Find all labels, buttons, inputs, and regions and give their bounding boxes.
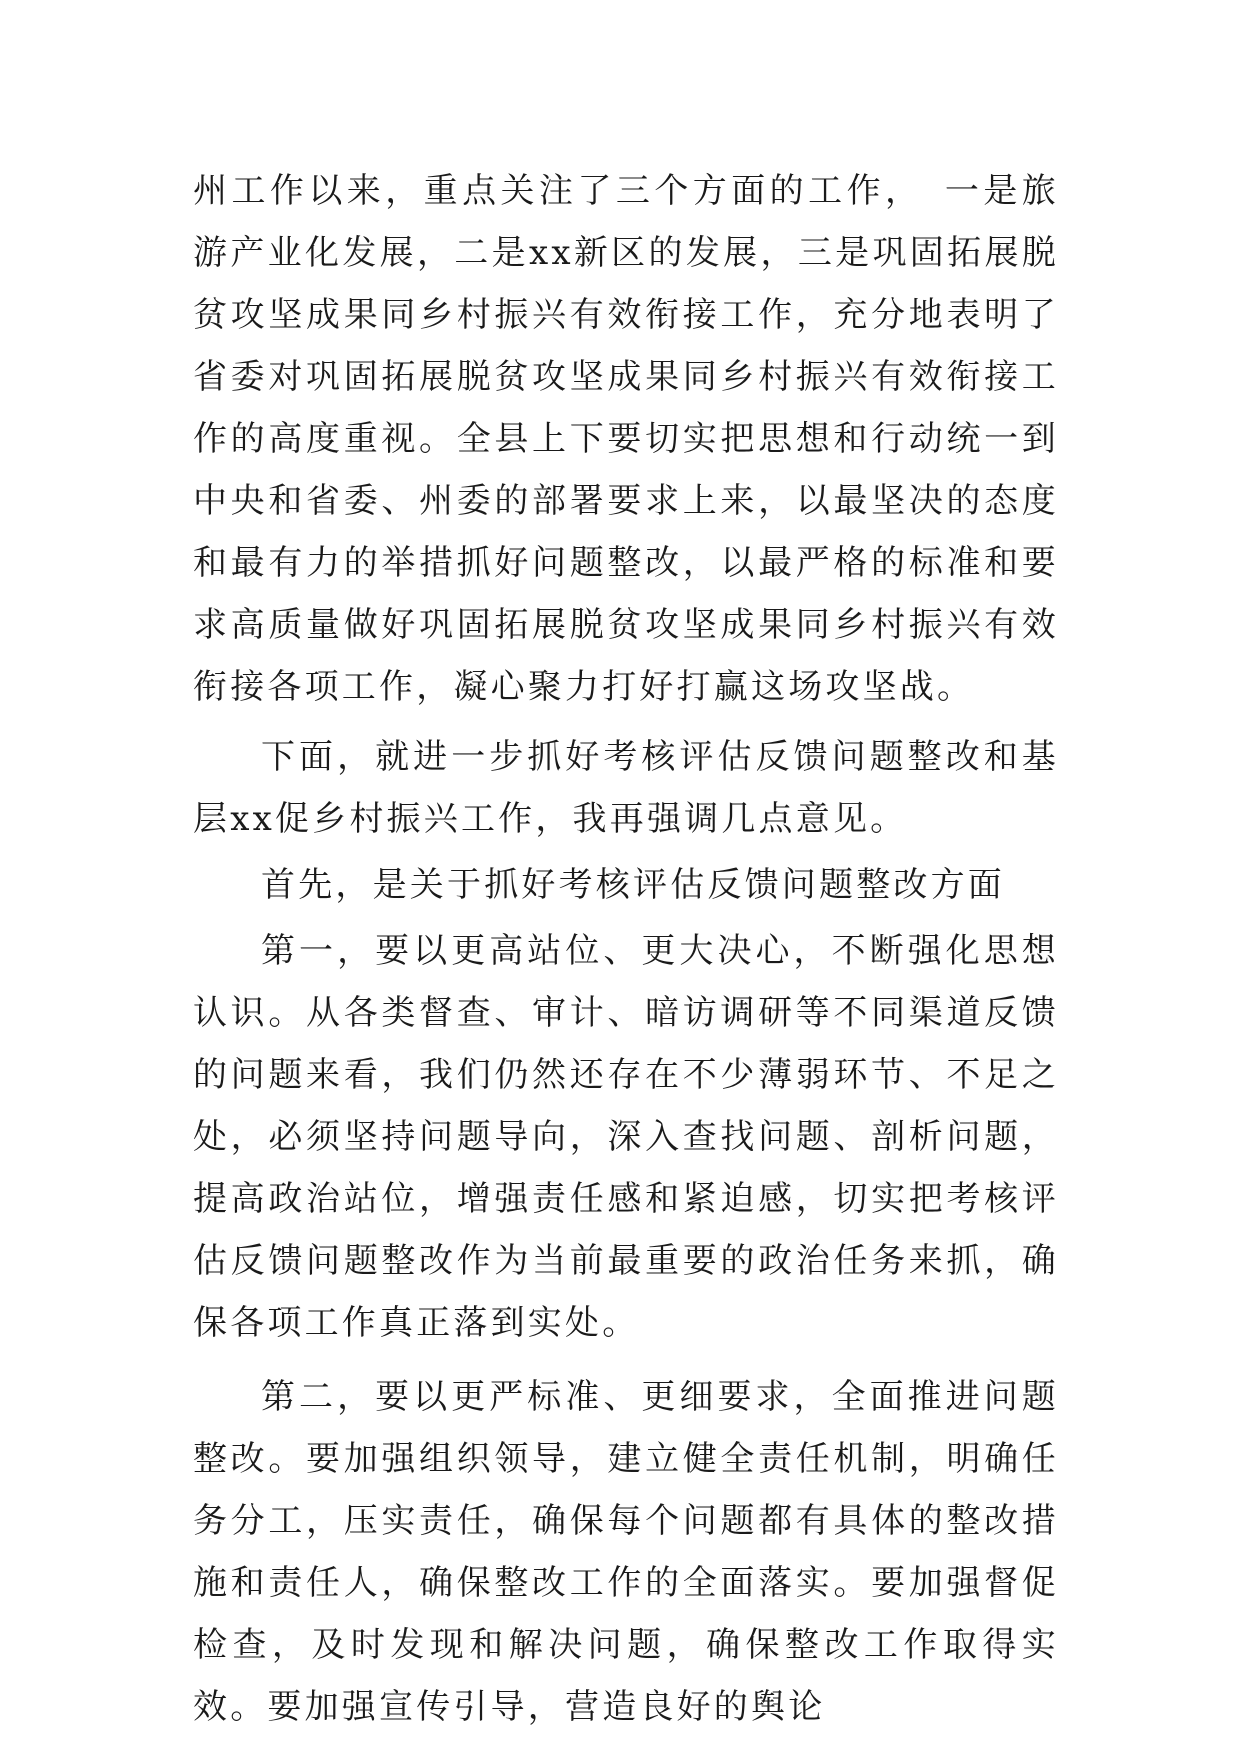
paragraph-continuation: 州工作以来，重点关注了三个方面的工作， 一是旅游产业化发展，二是xx新区的发展，三是巩固拓展脱贫攻坚成果同乡村振兴有效衔接工作，充分地表明了省委对巩固拓展脱贫攻坚成果同乡村振兴有效衔接工作的高度重视。全县上下要切实把思想和行动统一到中央和省委、州委的部署要求上来，以最坚决的态度和最有力的举措抓好问题整改，以最严格的标准和要求高质量做好巩固拓展脱贫攻坚成果同乡村振兴有效衔接各项工作，凝心聚力打好打赢这场攻坚战。 — [193, 171, 1059, 707]
paragraph-section-heading: 首先，是关于抓好考核评估反馈问题整改方面 — [261, 865, 1005, 905]
paragraph-point-one: 第一，要以更高站位、更大决心，不断强化思想认识。从各类督查、审计、暗访调研等不同渠道反馈的问题来看，我们仍然还存在不少薄弱环节、不足之处，必须坚持问题导向，深入查找问题、剖析问题，提高政治站位，增强责任感和紧迫感，切实把考核评估反馈问题整改作为当前最重要的政治任务来抓，确保各项工作真正落到实处。 — [193, 931, 1059, 1343]
paragraph-point-two: 第二，要以更严标准、更细要求，全面推进问题整改。要加强组织领导，建立健全责任机制，明确任务分工，压实责任，确保每个问题都有具体的整改措施和责任人，确保整改工作的全面落实。要加强督促检查，及时发现和解决问题，确保整改工作取得实效。要加强宣传引导，营造良好的舆论 — [193, 1377, 1059, 1727]
document-body — [193, 160, 1059, 1738]
paragraph-intro-opinions: 下面，就进一步抓好考核评估反馈问题整改和基层xx促乡村振兴工作，我再强调几点意见。 — [193, 737, 1059, 839]
